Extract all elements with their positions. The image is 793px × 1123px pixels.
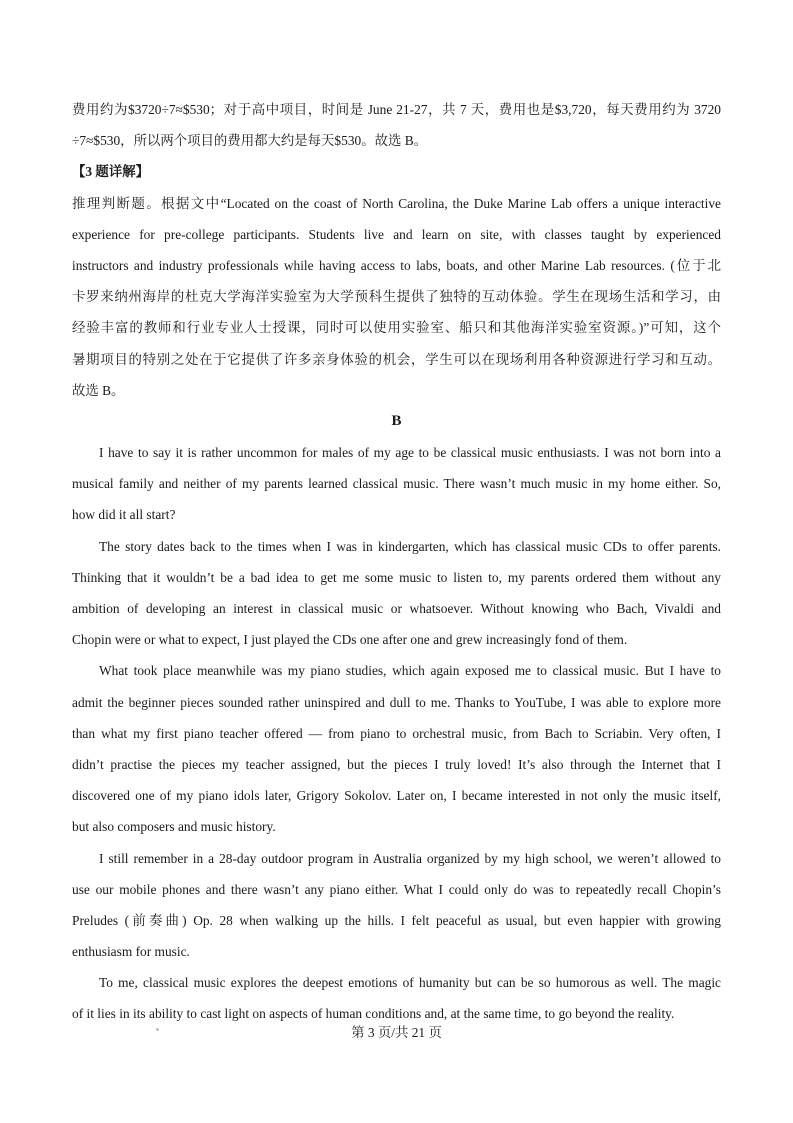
paragraph-line: The story dates back to the times when I was in kindergarten, which has classical music CDs to offer parents. (99, 538, 721, 554)
answer-text-line: 费用约为$3720÷7≈$530；对于高中项目，时间是 June 21-27，共 7 天，费用也是$3,720，每天费用约为 3720 (72, 102, 721, 117)
paragraph-line: use our mobile phones and there wasn’t any piano either. What I could only do was to repeatedly recall Chopin’s (72, 881, 721, 897)
paragraph-line: ambition of developing an interest in classical music or whatsoever. Without knowing who Bach, Vivaldi and (72, 601, 721, 616)
paragraph-line: admit the beginner pieces sounded rather uninspired and dull to me. Thanks to YouTube, I was able to explore more (72, 694, 721, 710)
paragraph-line: didn’t practise the pieces my teacher assigned, but the pieces I truly loved! It’s also through the Internet that I (72, 756, 721, 772)
paragraph-line: enthusiasm for music. (72, 944, 190, 960)
paragraph-line: I have to say it is rather uncommon for males of my age to be classical music enthusiasts. I was not born into a (99, 445, 721, 461)
paragraph-line: Chopin were or what to expect, I just played the CDs one after one and grew increasingly fond of them. (72, 632, 628, 648)
explanation-line: 暑期项目的特别之处在于它提供了许多亲身体验的机会，学生可以在现场利用各种资源进行学习和互动。 (72, 351, 721, 367)
paragraph-line: What took place meanwhile was my piano studies, which again exposed me to classical music. But I have to (99, 663, 721, 679)
page-number-footer: 第 3 页/共 21 页 (351, 1025, 442, 1040)
paragraph-line: Thinking that it wouldn’t be a bad idea to get me some music to listen to, my parents ordered them without any (72, 569, 721, 585)
paragraph-line: than what my first piano teacher offered — from piano to orchestral music, from Bach to Scriabin. Very often, I (72, 725, 721, 741)
explanation-line: 故选 B。 (72, 382, 125, 398)
paragraph-line: Preludes (前奏曲) Op. 28 when walking up the hills. I felt peaceful as usual, but even happier with growing (72, 912, 721, 928)
explanation-line: 卡罗来纳州海岸的杜克大学海洋实验室为大学预科生提供了独特的互动体验。学生在现场生活和学习，由 (72, 289, 721, 305)
paragraph-line: of it lies in its ability to cast light on aspects of human conditions and, at the same time, to go beyond the reality. (72, 1006, 675, 1022)
paragraph-line: discovered one of my piano idols later, Grigory Sokolov. Later on, I became interested in not only the music itself, (72, 788, 721, 804)
paragraph-line: musical family and neither of my parents learned classical music. There wasn’t much music in my home either. So, (72, 476, 721, 492)
explanation-line: instructors and industry professionals while having access to labs, boats, and other Marine Lab resources. (位于北 (72, 257, 721, 273)
section-title: B (391, 412, 402, 429)
answer-text-line: ÷7≈$530，所以两个项目的费用都大约是每天$530。故选 B。 (72, 133, 428, 149)
explanation-line: experience for pre-college participants. Students live and learn on site, with classes taught by experienced (72, 226, 721, 242)
paragraph-line: but also composers and music history. (72, 819, 276, 835)
paragraph-line: how did it all start? (72, 507, 176, 523)
explanation-line: 经验丰富的教师和行业专业人士授课，同时可以使用实验室、船只和其他海洋实验室资源。)”可知，这个 (72, 320, 721, 336)
paragraph-line: I still remember in a 28-day outdoor program in Australia organized by my high school, we weren’t allowed to (99, 850, 721, 866)
explanation-line: 推理判断题。根据文中“Located on the coast of North Carolina, the Duke Marine Lab offers a unique interactive (72, 195, 721, 211)
question-3-heading: 【3 题详解】 (72, 164, 149, 180)
paragraph-line: To me, classical music explores the deepest emotions of humanity but can be so humorous as well. The magic (99, 975, 721, 991)
